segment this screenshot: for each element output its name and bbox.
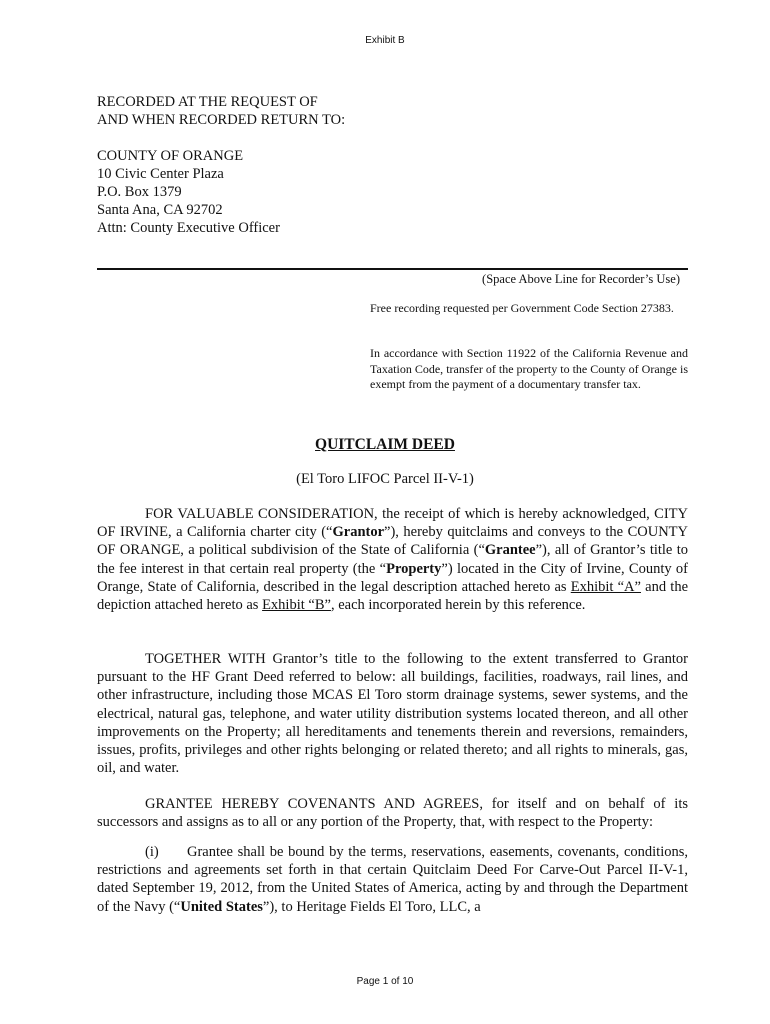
property-term: Property — [386, 560, 442, 577]
address-name: COUNTY OF ORANGE — [97, 148, 244, 164]
recorder-divider — [97, 268, 688, 270]
address-attn: Attn: County Executive Officer — [97, 220, 280, 236]
deed-title: QUITCLAIM DEED — [315, 436, 455, 453]
text-run: FOR VALUABLE CONSIDERATION, the receipt of which is hereby acknowledged, CITY OF IRVINE, a California charter city (“ — [97, 506, 688, 541]
recording-line-2: AND WHEN RECORDED RETURN TO: — [97, 112, 346, 128]
text-run: and the depiction attached hereto as — [97, 578, 689, 614]
item-i-paragraph — [97, 843, 688, 916]
address-street: 10 Civic Center Plaza — [97, 166, 224, 182]
address-po-box: P.O. Box 1379 — [97, 184, 182, 200]
text-run: ”), all of Grantor’s title to the fee interest in that certain real property (the “ — [97, 542, 689, 577]
exhibit-header: Exhibit B — [365, 35, 405, 46]
text-run: ”), to Heritage Fields El Toro, LLC, a — [262, 898, 481, 915]
address-city: Santa Ana, CA 92702 — [97, 202, 223, 218]
united-states-term: United States — [180, 898, 263, 915]
covenants-paragraph: GRANTEE HEREBY COVENANTS AND AGREES, for itself and on behalf of its successors and assigns as to all or any portion of the Property, that, with respect to the Property: — [97, 796, 688, 831]
tax-exemption-note: In accordance with Section 11922 of the California Revenue and Taxation Code, transfer of the property to the County of Orange is exempt from the payment of a documentary transfer tax. — [370, 346, 688, 391]
text-run: (i) Grantee shall be bound by the terms, reservations, easements, covenants, conditions, restrictions and agreements set forth in that certain Quitclaim Deed For Carve-Out Parcel II-V-1, dated September 19, 2012, from the United States of America, acting by and through the Department of the Navy (“ — [97, 844, 688, 915]
deed-subtitle: (El Toro LIFOC Parcel II-V-1) — [296, 471, 474, 487]
free-recording-note: Free recording requested per Government Code Section 27383. — [370, 301, 674, 315]
text-run: , each incorporated herein by this reference. — [330, 597, 586, 614]
recording-request-block — [97, 93, 345, 129]
grantor-term: Grantor — [332, 524, 385, 541]
recorder-use-note: (Space Above Line for Recorder’s Use) — [482, 272, 680, 286]
together-with-paragraph: TOGETHER WITH Grantor’s title to the following to the extent transferred to Grantor pursuant to the HF Grant Deed referred to below: all buildings, facilities, roadways, rail lines, and other infrastructure, including those MCAS El Toro storm drainage systems, sewer systems, and the electrical, natural gas, telephone, and water utility distribution systems located thereon, and all other improvements on the Property; all hereditaments and tenements therein and reversions, remainders, issues, profits, privileges and other rights belonging or related thereto; and all rights to minerals, gas, oil, and water. — [97, 651, 688, 777]
text-run: ”) located in the City of Irvine, County of Orange, State of California, described in the legal description attached hereto as — [97, 560, 688, 595]
exhibit-b-reference: Exhibit “B” — [262, 597, 331, 614]
recording-line-1: RECORDED AT THE REQUEST OF — [97, 94, 318, 110]
return-address-block — [97, 147, 280, 237]
page-number: Page 1 of 10 — [356, 976, 414, 987]
consideration-paragraph — [97, 505, 688, 614]
text-run: ”), hereby quitclaims and conveys to the COUNTY OF ORANGE, a political subdivision of the State of California (“ — [97, 524, 688, 559]
grantee-term: Grantee — [484, 542, 536, 559]
exhibit-a-reference: Exhibit “A” — [570, 578, 641, 595]
